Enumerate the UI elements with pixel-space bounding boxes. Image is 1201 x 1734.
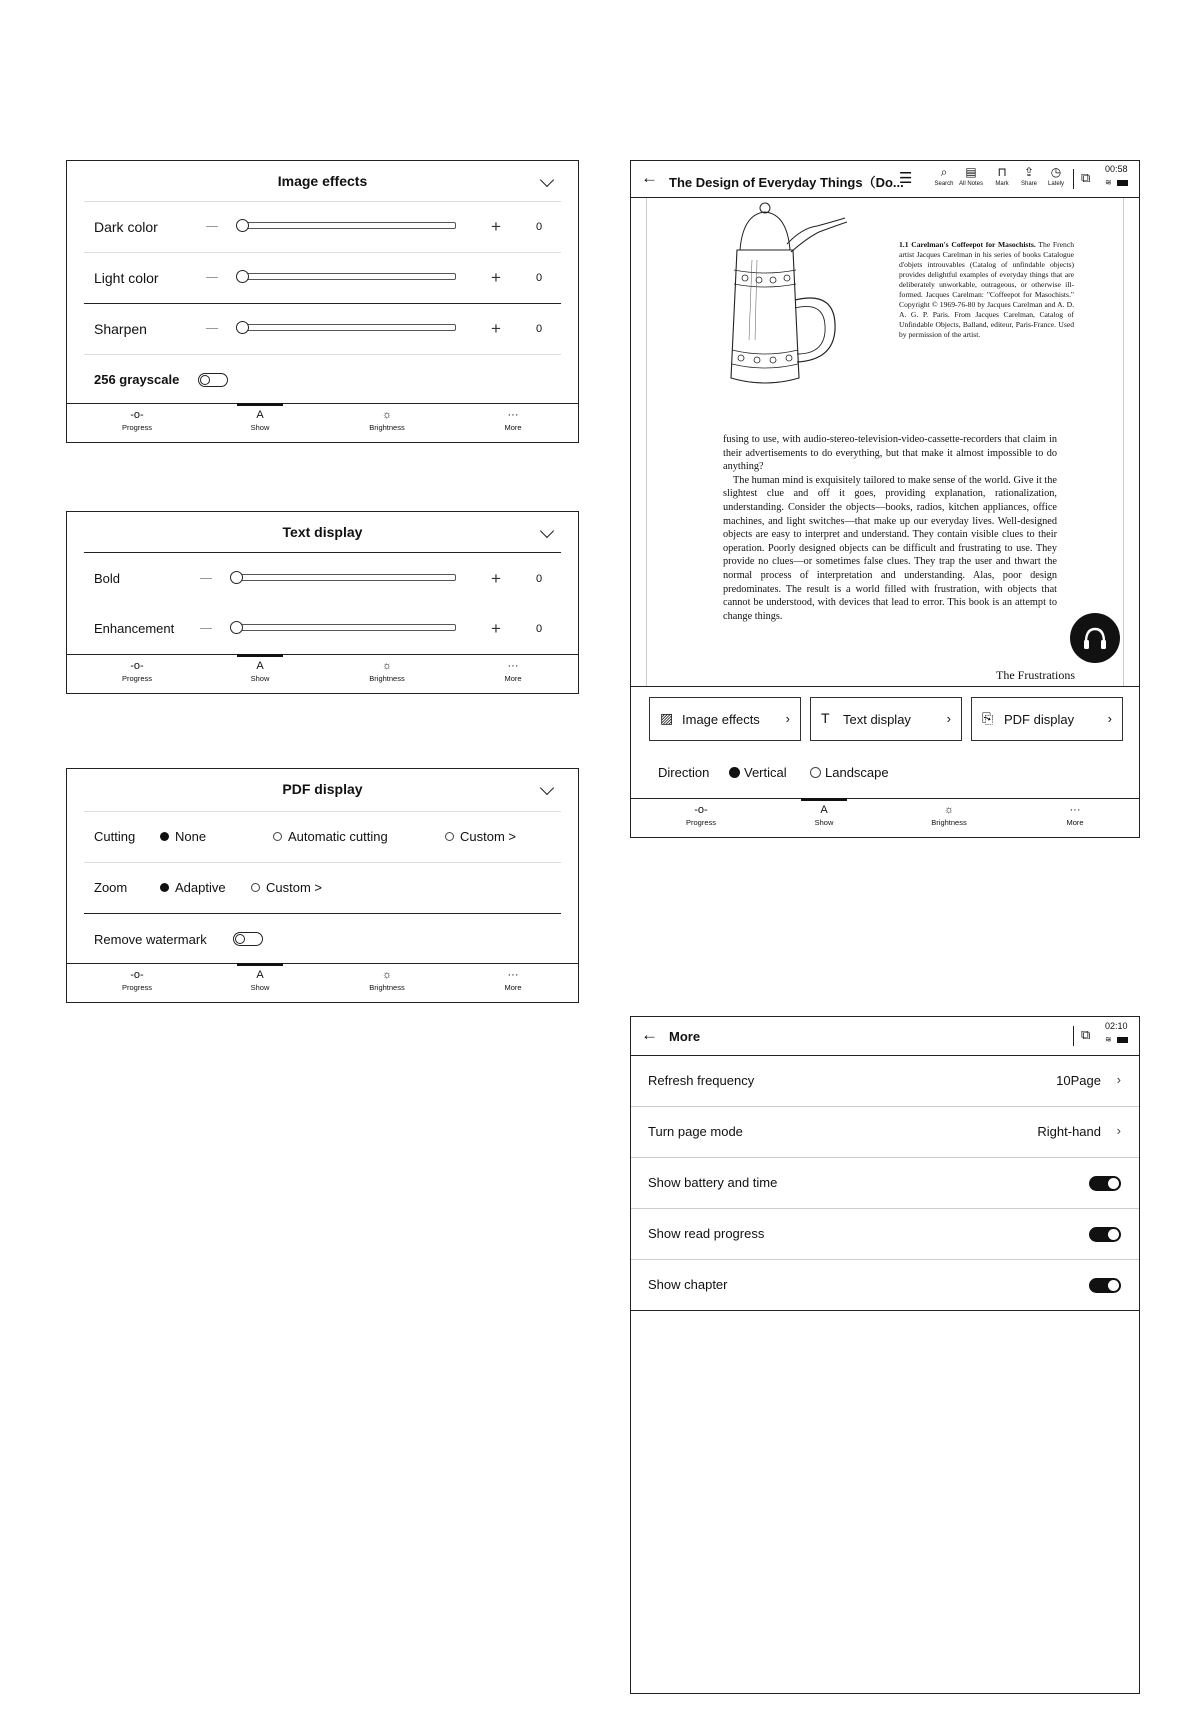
brightness-icon: ☼ xyxy=(381,660,393,672)
show-icon: A xyxy=(256,660,264,672)
text-display-button[interactable] xyxy=(810,697,962,741)
headphones-icon xyxy=(1070,613,1120,663)
bookmark-icon: ⊓ xyxy=(997,165,1007,179)
bottom-nav xyxy=(67,963,578,1002)
pdf-display-panel xyxy=(66,768,579,1003)
progress-icon: -o- xyxy=(130,409,144,421)
nav-label: Progress xyxy=(121,983,152,992)
text-display-panel xyxy=(66,511,579,694)
page-title: More xyxy=(669,1029,701,1044)
toolbar-share[interactable] xyxy=(1016,166,1042,188)
dark-color-label: Dark color xyxy=(94,219,158,235)
image-effects-button[interactable] xyxy=(649,697,801,741)
nav-brightness[interactable] xyxy=(352,660,422,684)
show-chapter-label: Show chapter xyxy=(648,1277,728,1292)
nav-show[interactable] xyxy=(789,804,859,828)
nav-label: More xyxy=(504,983,522,992)
divider xyxy=(1073,1026,1074,1046)
show-icon: A xyxy=(256,409,264,421)
image-effects-label: Image effects xyxy=(682,712,760,727)
refresh-frequency-value: 10Page xyxy=(1056,1073,1101,1088)
chevron-right-icon: › xyxy=(1116,1123,1121,1138)
zoom-row xyxy=(84,862,561,914)
slider-row-bold xyxy=(84,552,561,605)
toolbar-label: Search xyxy=(934,181,954,187)
brightness-icon: ☼ xyxy=(381,409,393,421)
nav-label: Brightness xyxy=(369,983,405,992)
cutting-custom-label[interactable]: Custom > xyxy=(460,829,516,844)
slider-handle[interactable] xyxy=(236,270,249,283)
toolbar-all-notes[interactable] xyxy=(958,166,984,188)
grayscale-label: 256 grayscale xyxy=(94,372,180,387)
slider-handle[interactable] xyxy=(236,321,249,334)
progress-icon: -o- xyxy=(694,804,708,816)
slider-row-enhancement xyxy=(84,604,561,654)
turn-page-mode-label: Turn page mode xyxy=(648,1124,743,1139)
toolbar-label: Mark xyxy=(995,181,1009,187)
more-icon: ··· xyxy=(1069,804,1081,816)
minus-icon[interactable] xyxy=(206,277,218,278)
options-area-divider xyxy=(631,686,1139,687)
caption-text: The French artist Jacques Carelman in his series of books Catalogue d'objets introuvables (Catalog of unfindable objects) provides delightful examples of everyday things that are deliberately unworkable, outrageous, or otherwise ill-formed. Jacques Carelman: "Coffeepot for Masochists." Copyright © 1969-76-80 by Jacques Carelman and A. D. A. G. P. Paris. From Jacques Carelman, Catalog of Unfindable Objects, Balland, editeur, Paris-France. Used by permission of the artist. xyxy=(899,240,1075,339)
plus-icon[interactable]: + xyxy=(491,319,501,338)
active-tab-indicator xyxy=(801,798,847,801)
panel-title: Text display xyxy=(282,524,363,540)
direction-vertical-label[interactable]: Vertical xyxy=(744,765,787,780)
toolbar-label: All Notes xyxy=(958,181,983,187)
toolbar-lately[interactable] xyxy=(1043,166,1069,188)
notes-icon: ▤ xyxy=(965,165,977,179)
light-color-label: Light color xyxy=(94,270,159,286)
nav-label: Brightness xyxy=(931,818,967,827)
chevron-right-icon: › xyxy=(1107,711,1112,726)
minus-icon[interactable] xyxy=(200,578,212,579)
slider-row-light-color xyxy=(84,252,561,304)
active-tab-indicator xyxy=(237,403,283,406)
light-color-slider[interactable] xyxy=(239,273,456,280)
show-read-progress-row xyxy=(631,1209,1139,1260)
plus-icon[interactable]: + xyxy=(491,217,501,236)
book-page[interactable] xyxy=(646,198,1124,686)
bottom-nav xyxy=(631,798,1139,837)
brightness-icon: ☼ xyxy=(943,804,955,816)
text-display-label: Text display xyxy=(843,712,911,727)
nav-show[interactable] xyxy=(225,409,295,433)
body-text xyxy=(723,433,1057,623)
nav-label: Show xyxy=(250,423,270,432)
nav-brightness[interactable] xyxy=(352,969,422,993)
watermark-label: Remove watermark xyxy=(94,932,207,947)
slider-handle[interactable] xyxy=(230,571,243,584)
nav-brightness[interactable] xyxy=(352,409,422,433)
zoom-custom-label[interactable]: Custom > xyxy=(266,880,322,895)
back-arrow-icon[interactable]: ← xyxy=(641,168,658,187)
chevron-right-icon: › xyxy=(1116,1072,1121,1087)
enhancement-slider[interactable] xyxy=(233,624,456,631)
bold-label: Bold xyxy=(94,571,121,586)
nav-label: Brightness xyxy=(369,674,405,683)
minus-icon[interactable] xyxy=(206,328,218,329)
pdf-display-label: PDF display xyxy=(1004,712,1075,727)
more-top-bar xyxy=(631,1017,1139,1056)
nav-progress[interactable] xyxy=(102,660,172,684)
nav-label: Show xyxy=(250,983,270,992)
panel-title: Image effects xyxy=(277,173,368,189)
more-icon: ··· xyxy=(507,660,519,672)
watermark-row xyxy=(84,913,561,966)
more-screen xyxy=(630,1016,1140,1694)
nav-label: Progress xyxy=(121,423,152,432)
figure-caption xyxy=(899,240,1074,340)
toolbar-search[interactable] xyxy=(931,166,957,188)
bold-slider[interactable] xyxy=(233,574,456,581)
active-tab-indicator xyxy=(237,963,283,966)
toolbar-label: Lately xyxy=(1047,181,1064,187)
progress-icon: -o- xyxy=(130,969,144,981)
nav-more[interactable] xyxy=(478,660,548,684)
turn-page-mode-row[interactable] xyxy=(631,1107,1139,1158)
nav-progress[interactable] xyxy=(666,804,736,828)
zoom-adaptive-label[interactable]: Adaptive xyxy=(175,880,226,895)
nav-label: More xyxy=(504,674,522,683)
nav-label: More xyxy=(504,423,522,432)
paragraph: The human mind is exquisitely tailored to make sense of the world. Give it the slightest clue and off it goes, providing explanation, rationalization, understanding. Consider the objects—books, radios, kitchen appliances, office machines, and light switches—that make up our everyday lives. Well-designed objects are easy to interpret and understand. They contain visible clues to their operation. Poorly designed objects can be difficult and frustrating to use. They provide no clues—or sometimes false clues. They trap the user and thwart the normal process of interpretation and understanding. Alas, poor design predominates. The result is a world filled with frustration, with objects that cannot be understood, with devices that lead to error. This book is an attempt to change things. xyxy=(723,474,1057,622)
status-time: 02:10 xyxy=(1105,1021,1128,1031)
nav-more[interactable] xyxy=(478,409,548,433)
book-title: The Design of Everyday Things（Do... xyxy=(669,175,904,190)
image-icon: ▨ xyxy=(660,710,674,726)
show-icon: A xyxy=(256,969,264,981)
share-icon: ⇪ xyxy=(1023,165,1035,179)
pdf-display-button[interactable] xyxy=(971,697,1123,741)
sharpen-label: Sharpen xyxy=(94,321,147,337)
chevron-right-icon: › xyxy=(946,711,951,726)
direction-vertical-radio[interactable] xyxy=(729,767,740,778)
toolbar-mark[interactable] xyxy=(989,166,1015,188)
plus-icon[interactable]: + xyxy=(491,569,501,588)
nav-progress[interactable] xyxy=(102,409,172,433)
cutting-automatic-radio[interactable] xyxy=(273,832,282,841)
turn-page-mode-value: Right-hand xyxy=(1037,1124,1101,1139)
show-read-progress-label: Show read progress xyxy=(648,1226,765,1241)
cutting-automatic-label[interactable]: Automatic cutting xyxy=(288,829,388,844)
chevron-right-icon: › xyxy=(785,711,790,726)
show-chapter-toggle[interactable] xyxy=(1089,1278,1121,1293)
zoom-label: Zoom xyxy=(94,880,128,895)
show-battery-row xyxy=(631,1158,1139,1209)
progress-icon: -o- xyxy=(130,660,144,672)
light-color-value: 0 xyxy=(536,272,543,284)
search-icon: ⌕ xyxy=(940,165,948,179)
nav-label: Show xyxy=(250,674,270,683)
audio-button[interactable] xyxy=(1070,613,1120,663)
enhancement-label: Enhancement xyxy=(94,621,175,636)
nav-label: Brightness xyxy=(369,423,405,432)
nav-more[interactable] xyxy=(1040,804,1110,828)
show-battery-label: Show battery and time xyxy=(648,1175,778,1190)
zoom-adaptive-radio[interactable] xyxy=(160,883,169,892)
sharpen-value: 0 xyxy=(536,323,543,335)
wifi-icon: ≋ xyxy=(1105,1035,1112,1044)
caption-heading: 1.1 Carelman's Coffeepot for Masochists. xyxy=(899,240,1036,249)
nav-more[interactable] xyxy=(478,969,548,993)
direction-label: Direction xyxy=(658,765,710,780)
toc-icon[interactable]: ☰ xyxy=(899,170,913,187)
status-time: 00:58 xyxy=(1105,164,1128,174)
sharpen-slider[interactable] xyxy=(239,324,456,331)
toolbar-label: Share xyxy=(1020,181,1037,187)
cutting-none-label[interactable]: None xyxy=(175,829,207,844)
slider-handle[interactable] xyxy=(230,621,243,634)
page-refresh-icon[interactable]: ⧉ xyxy=(1081,170,1091,185)
refresh-frequency-row[interactable] xyxy=(631,1056,1139,1107)
nav-label: Show xyxy=(814,818,834,827)
pdf-icon: ⎘ xyxy=(982,710,994,726)
show-read-progress-toggle[interactable] xyxy=(1089,1227,1121,1242)
grayscale-row xyxy=(84,354,561,406)
battery-icon xyxy=(1117,1037,1128,1043)
slider-row-sharpen xyxy=(84,303,561,355)
show-icon: A xyxy=(820,804,828,816)
show-chapter-row xyxy=(631,1260,1139,1311)
nav-label: More xyxy=(1066,818,1084,827)
nav-show[interactable] xyxy=(225,969,295,993)
grayscale-toggle[interactable] xyxy=(198,373,228,387)
refresh-frequency-label: Refresh frequency xyxy=(648,1073,755,1088)
image-effects-panel xyxy=(66,160,579,443)
page-refresh-icon[interactable]: ⧉ xyxy=(1081,1027,1091,1042)
zoom-custom-radio[interactable] xyxy=(251,883,260,892)
enhancement-value: 0 xyxy=(536,623,543,635)
nav-progress[interactable] xyxy=(102,969,172,993)
show-battery-toggle[interactable] xyxy=(1089,1176,1121,1191)
cutting-row xyxy=(84,811,561,863)
minus-icon[interactable] xyxy=(206,226,218,227)
cutting-none-radio[interactable] xyxy=(160,832,169,841)
nav-label: Progress xyxy=(685,818,716,827)
bold-value: 0 xyxy=(536,573,543,585)
divider xyxy=(1073,169,1074,189)
slider-handle[interactable] xyxy=(236,219,249,232)
panel-title: PDF display xyxy=(282,781,363,797)
running-head: The Frustrations xyxy=(996,668,1075,682)
direction-landscape-label[interactable]: Landscape xyxy=(825,765,889,780)
slider-row-dark-color xyxy=(84,201,561,253)
dark-color-slider[interactable] xyxy=(239,222,456,229)
clock-icon: ◷ xyxy=(1050,165,1062,179)
more-icon: ··· xyxy=(507,969,519,981)
cutting-label: Cutting xyxy=(94,829,136,844)
dark-color-value: 0 xyxy=(536,221,543,233)
plus-icon[interactable]: + xyxy=(491,268,501,287)
nav-brightness[interactable] xyxy=(914,804,984,828)
nav-show[interactable] xyxy=(225,660,295,684)
coffeepot-illustration xyxy=(707,200,857,400)
minus-icon[interactable] xyxy=(200,628,212,629)
wifi-icon: ≋ xyxy=(1105,178,1112,187)
direction-landscape-radio[interactable] xyxy=(810,767,821,778)
reader-top-bar xyxy=(631,161,1139,198)
nav-label: Progress xyxy=(121,674,152,683)
cutting-custom-radio[interactable] xyxy=(445,832,454,841)
plus-icon[interactable]: + xyxy=(491,619,501,638)
reader-screen xyxy=(630,160,1140,838)
text-icon: T xyxy=(821,710,830,726)
more-icon: ··· xyxy=(507,409,519,421)
brightness-icon: ☼ xyxy=(381,969,393,981)
watermark-toggle[interactable] xyxy=(233,932,263,946)
back-arrow-icon[interactable]: ← xyxy=(641,1025,658,1044)
bottom-nav xyxy=(67,654,578,693)
active-tab-indicator xyxy=(237,654,283,657)
paragraph: fusing to use, with audio-stereo-television-video-cassette-recorders that claim in their advertisements to do everything, but that make it almost impossible to do anything? xyxy=(723,434,1057,473)
battery-icon xyxy=(1117,180,1128,186)
bottom-nav xyxy=(67,403,578,442)
